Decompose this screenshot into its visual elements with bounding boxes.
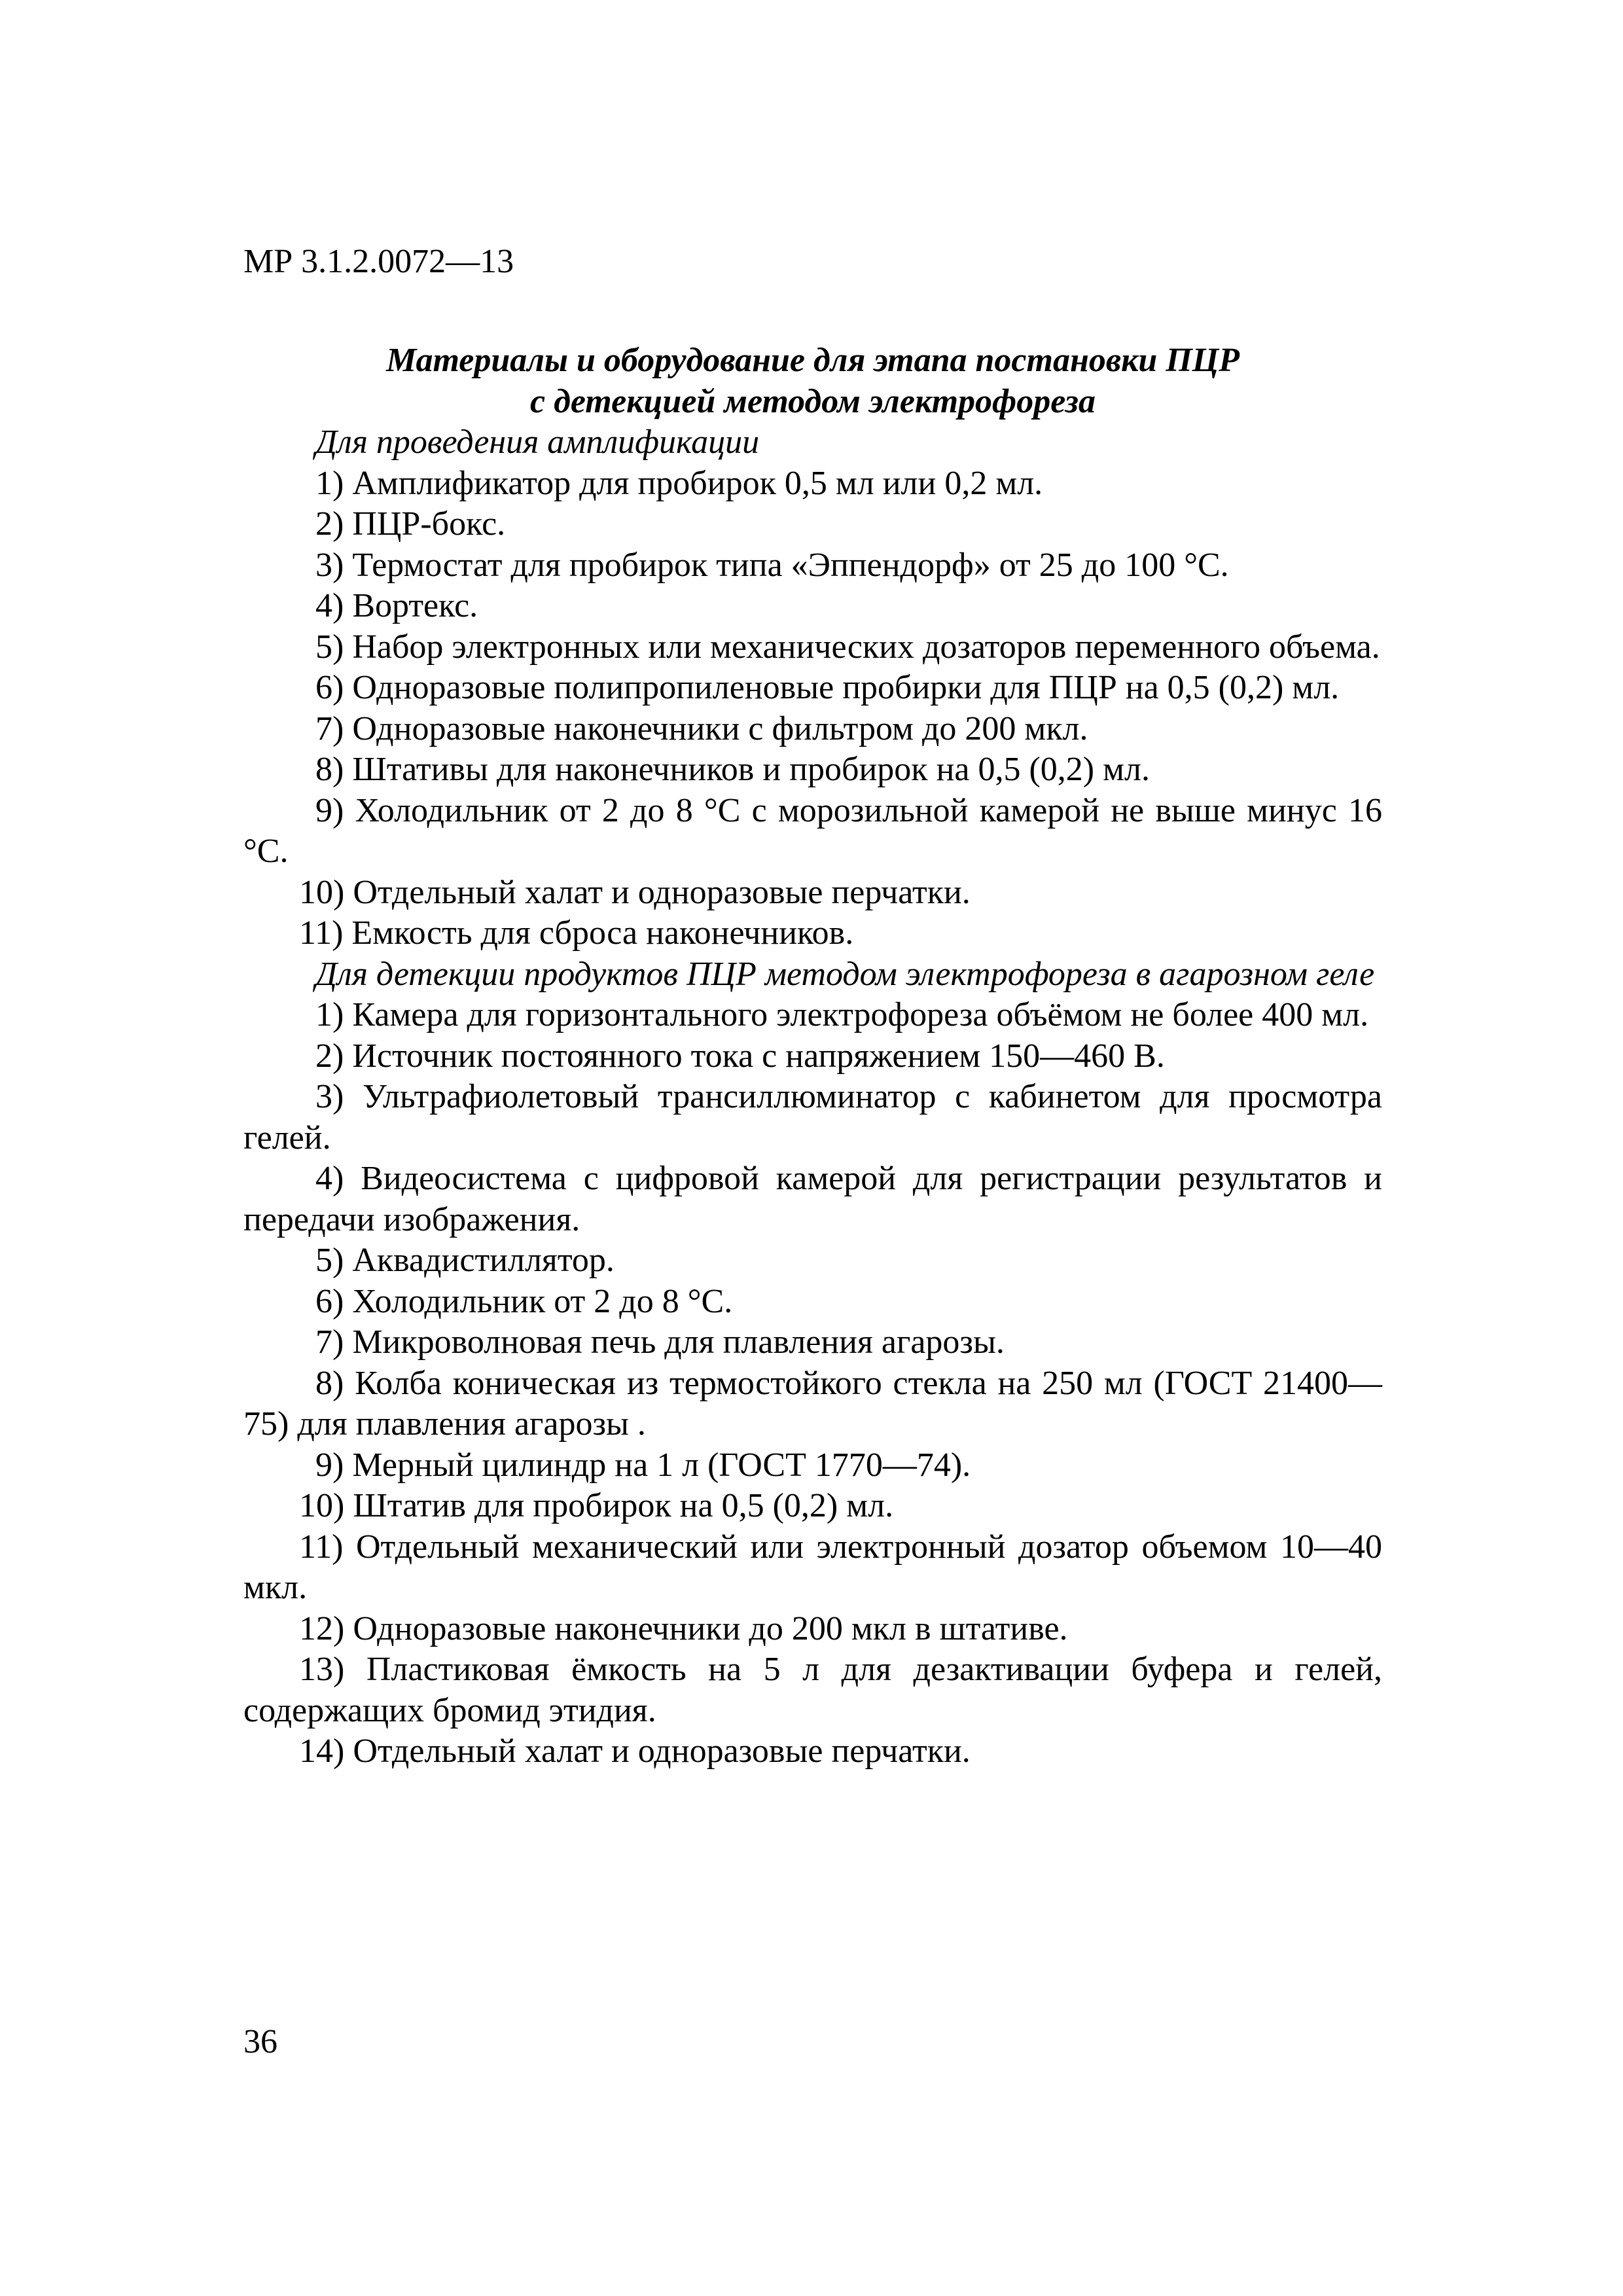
amplification-heading: Для проведения амплификации bbox=[315, 423, 760, 461]
list-item: 8) Штативы для наконечников и пробирок на 0,5 (0,2) мл. bbox=[315, 751, 1150, 788]
list-item: 9) Мерный цилиндр на 1 л (ГОСТ 1770—74). bbox=[315, 1446, 971, 1484]
list-item: 7) Микроволновая печь для плавления агарозы. bbox=[315, 1323, 1005, 1361]
page-number: 36 bbox=[243, 2023, 277, 2060]
list-item: 12) Одноразовые наконечники до 200 мкл в штативе. bbox=[299, 1609, 1068, 1647]
list-item: 11) Емкость для сброса наконечников. bbox=[299, 914, 854, 952]
list-item: 4) Вортекс. bbox=[315, 587, 478, 624]
list-item: 5) Набор электронных или механических дозаторов переменного объема. bbox=[315, 628, 1380, 666]
list-item: 10) Отдельный халат и одноразовые перчатки. bbox=[299, 873, 971, 911]
list-item: 10) Штатив для пробирок на 0,5 (0,2) мл. bbox=[299, 1487, 894, 1524]
amplification-list bbox=[243, 463, 1382, 954]
list-item: 1) Камера для горизонтального электрофореза объёмом не более 400 мл. bbox=[315, 996, 1369, 1033]
electrophoresis-heading: Для детекции продуктов ПЦР методом электрофореза в агарозном геле bbox=[315, 955, 1375, 993]
list-item: 5) Аквадистиллятор. bbox=[315, 1242, 615, 1279]
list-item: 1) Амплификатор для пробирок 0,5 мл или 0,2 мл. bbox=[315, 464, 1043, 502]
list-item: 6) Холодильник от 2 до 8 °С. bbox=[315, 1282, 733, 1320]
list-item: 3) Термостат для пробирок типа «Эппендорф» от 25 до 100 °С. bbox=[315, 546, 1229, 584]
list-item: 8) Колба коническая из термостойкого стекла на 250 мл (ГОСТ 21400—75) для плавления агарозы . bbox=[243, 1364, 1382, 1443]
list-item: 11) Отдельный механический или электронный дозатор объемом 10—40 мкл. bbox=[243, 1528, 1382, 1606]
list-item: 9) Холодильник от 2 до 8 °С с морозильной камерой не выше минус 16 °С. bbox=[243, 791, 1382, 870]
list-item: 7) Одноразовые наконечники с фильтром до 200 мкл. bbox=[315, 709, 1088, 747]
list-item: 2) ПЦР-бокс. bbox=[315, 505, 506, 543]
section-title-line-2: с детекцией методом электрофореза bbox=[530, 382, 1096, 420]
list-item: 2) Источник постоянного тока с напряжением 150—460 В. bbox=[315, 1037, 1165, 1075]
list-item: 6) Одноразовые полипропиленовые пробирки для ПЦР на 0,5 (0,2) мл. bbox=[315, 669, 1340, 706]
document-body bbox=[243, 340, 1382, 1772]
electrophoresis-list bbox=[243, 995, 1382, 1772]
list-item: 13) Пластиковая ёмкость на 5 л для дезактивации буфера и гелей, содержащих бромид этидия. bbox=[243, 1651, 1382, 1729]
list-item: 4) Видеосистема с цифровой камерой для регистрации результатов и передачи изображения. bbox=[243, 1160, 1382, 1238]
list-item: 14) Отдельный халат и одноразовые перчатки. bbox=[299, 1732, 971, 1770]
list-item: 3) Ультрафиолетовый трансиллюминатор с кабинетом для просмотра гелей. bbox=[243, 1078, 1382, 1157]
section-title-line-1: Материалы и оборудование для этапа постановки ПЦР bbox=[385, 342, 1240, 379]
document-code-header: МР 3.1.2.0072—13 bbox=[243, 243, 514, 280]
